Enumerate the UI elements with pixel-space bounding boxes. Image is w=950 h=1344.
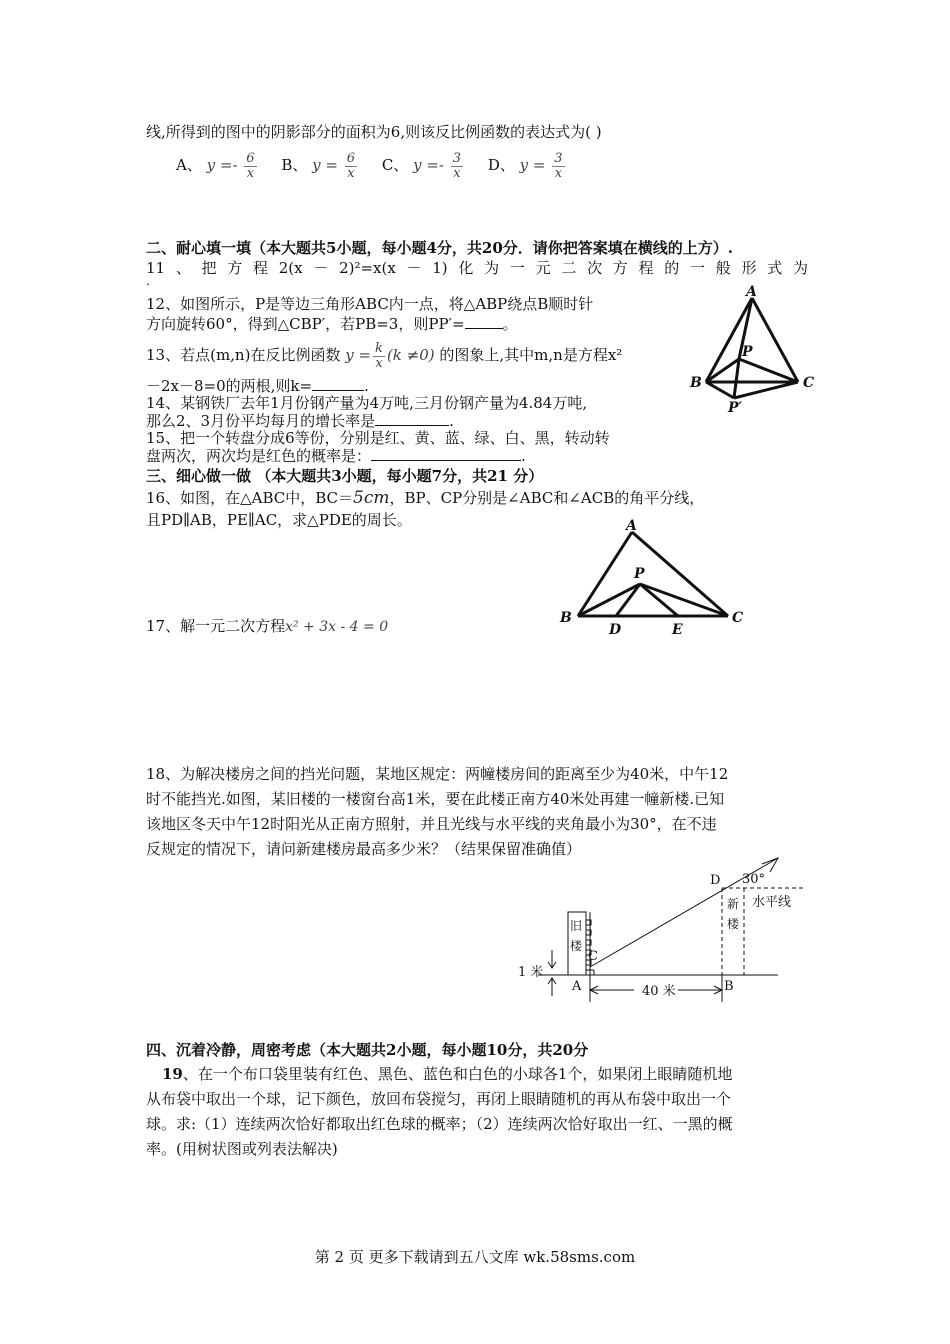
q15-line2: [146, 446, 526, 466]
label-angle: 30°: [742, 872, 766, 887]
frac-num: 3: [554, 150, 563, 166]
q11-word: 2)²=x(x: [339, 259, 396, 277]
q11-tail: .: [146, 274, 150, 288]
label-d: D: [609, 622, 622, 638]
label-height: 1 米: [518, 965, 544, 980]
option-lhs: y =: [312, 156, 338, 174]
q11-word: 1): [432, 259, 448, 277]
label-d: D: [710, 873, 721, 888]
option-label: C、: [381, 156, 409, 174]
label-c: C: [588, 949, 598, 964]
label-b: B: [690, 375, 702, 391]
q14-answer-blank[interactable]: [375, 411, 449, 426]
q19-line: [146, 1062, 808, 1087]
q17-text: 17、解一元二次方程: [146, 617, 286, 635]
q12-answer-blank[interactable]: [465, 314, 503, 329]
q11-word: 化: [458, 259, 474, 277]
label-a: A: [626, 518, 637, 534]
q11-word: 11: [146, 259, 166, 277]
frac-num: 3: [452, 150, 462, 166]
q15-text: 盘两次，两次均是红色的概率是：: [146, 447, 372, 465]
q12-text: 方向旋转60°，得到△CBP′，若PB=3，则PP′=: [146, 315, 465, 333]
q16-text: 16、如图，在△ABC中，BC＝: [146, 489, 354, 507]
label-b: B: [724, 979, 734, 994]
option-sign: -: [232, 156, 238, 174]
q19-paragraph: [146, 1062, 808, 1162]
option-fraction: [451, 152, 463, 181]
label-e: E: [672, 622, 683, 638]
option-b: [281, 150, 363, 181]
q15-answer-blank[interactable]: [371, 446, 521, 461]
q13-text-end: 的图象上,其中m,n是方程x²: [439, 346, 623, 364]
label-new-1: 新: [727, 897, 740, 911]
edge-pp-prime: [734, 359, 739, 398]
option-lhs: y =: [413, 156, 439, 174]
option-sign: -: [438, 156, 444, 174]
edge-ab: [706, 298, 752, 382]
q14-line1: 14、某钢铁厂去年1月份钢产量为4万吨,三月份钢产量为4.84万吨,: [146, 394, 588, 412]
q11-word: －: [406, 259, 422, 277]
option-c: [381, 150, 470, 181]
q13-answer-blank[interactable]: [312, 376, 364, 391]
label-a: A: [746, 284, 757, 300]
q16-value: 5cm: [353, 488, 390, 508]
frac-den: x: [453, 165, 461, 181]
q17-equation: x² + 3x - 4 = 0: [285, 619, 389, 635]
frac-den: x: [554, 165, 563, 181]
edge-pc: [640, 584, 728, 616]
q11-word: 一: [690, 259, 706, 277]
q12-text-end: 。: [502, 315, 518, 333]
q11-word: 形: [741, 259, 757, 277]
frac-den: x: [246, 165, 255, 181]
edge-ac: [632, 532, 728, 616]
option-label: B、: [281, 156, 308, 174]
q16-line1: [146, 488, 704, 508]
section2-heading: 二、耐心填一填（本大题共5小题，每小题4分，共20分．请你把答案填在横线的上方）.: [146, 239, 733, 257]
fig16-triangle-diagram: [556, 518, 756, 640]
section3-heading: 三、细心做一做 （本大题共3小题，每小题7分，共21 分）: [146, 467, 544, 485]
frac-den: x: [375, 355, 383, 371]
q11-word: 程: [253, 259, 269, 277]
option-label: A、: [176, 156, 202, 174]
label-old-1: 旧: [570, 919, 583, 933]
q13-text: －2x－8=0的两根,则k=: [146, 377, 313, 395]
label-c: C: [732, 610, 744, 626]
q11-word: 方: [612, 259, 628, 277]
q13-lhs: y =: [345, 346, 372, 364]
q11-word: 元: [535, 259, 551, 277]
q13-line1: [146, 338, 622, 372]
q12-line2: [146, 314, 518, 334]
q11-word: 一: [509, 259, 525, 277]
q11-word: 为: [792, 259, 808, 277]
frac-num: 6: [346, 150, 356, 166]
page-footer: 第 2 页 更多下载请到五八文库 wk.58sms.com: [314, 1248, 636, 1266]
q14-text-end: .: [449, 412, 454, 430]
q18-line: 该地区冬天中午12时阳光从正南方照射，并且光线与水平线的夹角最小为30°，在不违: [146, 815, 717, 833]
q13-condition: (k ≠0): [386, 346, 435, 364]
label-b: B: [560, 610, 572, 626]
q13-text-end: .: [364, 377, 369, 395]
q11-word: 2(x: [278, 259, 303, 277]
q16-line2: 且PD∥AB，PE∥AC，求△PDE的周长。: [146, 511, 412, 529]
edge-ac: [752, 298, 798, 382]
q18-line: 18、为解决楼房之间的挡光问题，某地区规定：两幢楼房间的距离至少为40米，中午12: [146, 765, 729, 783]
q11-word: 般: [715, 259, 731, 277]
q18-paragraph: [146, 762, 808, 862]
q11-word: 为: [484, 259, 500, 277]
q11-word: 把: [201, 259, 217, 277]
edge-pe: [640, 584, 678, 616]
option-fraction: [552, 152, 564, 181]
option-a: [176, 150, 263, 181]
q19-number: 19: [162, 1065, 183, 1083]
label-a: A: [572, 979, 582, 994]
q11-line: [146, 258, 808, 278]
frac-den: x: [347, 165, 355, 181]
q10-options: [176, 146, 585, 184]
q11-word: 方: [227, 259, 243, 277]
label-horizontal: 水平线: [752, 895, 792, 910]
edge-pc: [739, 359, 798, 382]
q13-fraction: [373, 342, 385, 371]
q19-line: 从布袋中取出一个球，记下颜色，放回布袋搅匀，再闭上眼睛随机的再从布袋中取出一个: [146, 1090, 732, 1108]
fig12-triangle-diagram: [686, 284, 826, 416]
option-d: [487, 150, 567, 181]
label-c: C: [803, 375, 815, 391]
option-fraction: [345, 152, 357, 181]
q13-text: 13、若点(m,n)在反比例函数: [146, 346, 341, 364]
q19-text: 、在一个布口袋里装有红色、黑色、蓝色和白色的小球各1个，如果闭上眼睛随机地: [182, 1065, 733, 1083]
q19-line: 率。(用树状图或列表法解决): [146, 1140, 338, 1158]
label-distance: 40 米: [642, 984, 676, 999]
q18-line: 时不能挡光.如图，某旧楼的一楼窗台高1米，要在此楼正南方40米处再建一幢新楼.已知: [146, 790, 725, 808]
option-fraction: [244, 152, 256, 181]
label-old-2: 楼: [570, 939, 583, 953]
section4-heading: 四、沉着冷静，周密考虑（本大题共2小题，每小题10分，共20分: [146, 1041, 589, 1059]
q15-line1: 15、把一个转盘分成6等份，分别是红、黄、蓝、绿、白、黑，转动转: [146, 429, 610, 447]
q16-text-end: ，BP、CP分别是∠ABC和∠ACB的角平分线，: [389, 489, 705, 507]
q14-text: 那么2、3月份平均每月的增长率是: [146, 412, 376, 430]
q12-line1: 12、如图所示，P是等边三角形ABC内一点，将△ABP绕点B顺时针: [146, 295, 594, 313]
q11-word: 的: [664, 259, 680, 277]
q19-line: 球。求:（1）连续两次恰好都取出红色球的概率；（2）连续两次恰好取出一红、一黑的概: [146, 1115, 733, 1133]
option-lhs: y =: [519, 156, 546, 174]
edge-p-prime-c: [734, 382, 798, 398]
sun-ray-arrow: [762, 858, 778, 872]
q18-line: 反规定的情况下，请问新建楼房最高多少米？（结果保留准确值）: [146, 840, 582, 858]
label-p: P: [742, 344, 753, 360]
label-p: P: [634, 566, 645, 582]
q11-word: 、: [175, 259, 191, 277]
edge-bp-prime: [706, 382, 734, 398]
q15-text-end: .: [521, 447, 526, 465]
frac-num: k: [375, 340, 383, 356]
q11-word: 程: [638, 259, 654, 277]
label-p-prime: P′: [728, 400, 743, 416]
label-new-2: 楼: [727, 917, 740, 931]
q11-word: －: [313, 259, 329, 277]
option-label: D、: [487, 156, 515, 174]
q17-line: [146, 614, 388, 639]
q11-word: 二: [561, 259, 577, 277]
option-lhs: y =: [206, 156, 233, 174]
fig18-building-diagram: [514, 856, 814, 1006]
frac-num: 6: [246, 150, 255, 166]
q10-text: 线,所得到的图中的阴影部分的面积为6,则该反比例函数的表达式为( ): [146, 123, 602, 141]
q11-word: 式: [767, 259, 783, 277]
q11-word: 次: [587, 259, 603, 277]
